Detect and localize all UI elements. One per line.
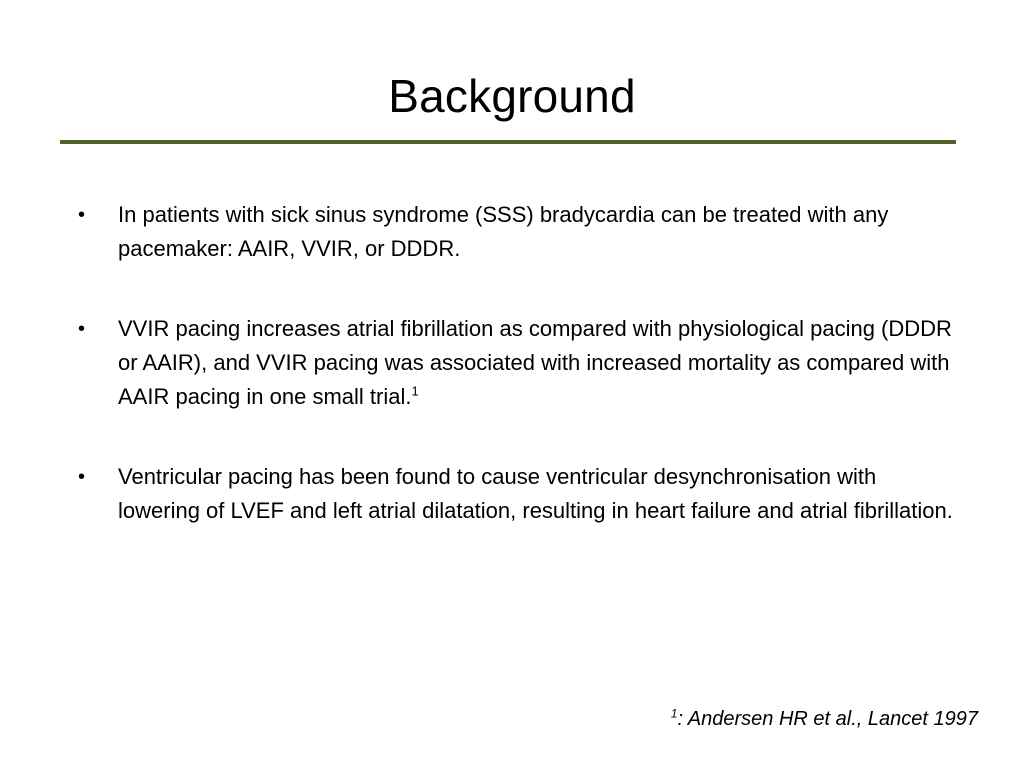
footnote-marker: 1: [670, 706, 678, 721]
slide-title: Background: [388, 70, 636, 122]
bullet-icon: •: [78, 466, 86, 488]
bullet-item: [76, 460, 956, 528]
bullet-icon: •: [78, 204, 86, 226]
bullet-item: [76, 198, 956, 266]
bullet-icon: •: [78, 318, 86, 340]
title-divider: [60, 140, 956, 144]
bullet-text: In patients with sick sinus syndrome (SSS) bradycardia can be treated with any pacemaker: AAIR, VVIR, or DDDR.: [118, 202, 889, 261]
bullet-item: [76, 312, 956, 414]
footnote: [671, 704, 978, 734]
bullet-list: [76, 198, 956, 574]
bullet-text: VVIR pacing increases atrial fibrillation as compared with physiological pacing (DDDR or AAIR), and VVIR pacing was associated with increased mortality as compared with AAIR pacing in one small trial.: [118, 316, 952, 409]
footnote-text: : Andersen HR et al., Lancet 1997: [677, 708, 978, 730]
citation-superscript: 1: [411, 383, 419, 399]
bullet-text: Ventricular pacing has been found to cause ventricular desynchronisation with lowering of LVEF and left atrial dilatation, resulting in heart failure and atrial fibrillation.: [118, 464, 953, 523]
